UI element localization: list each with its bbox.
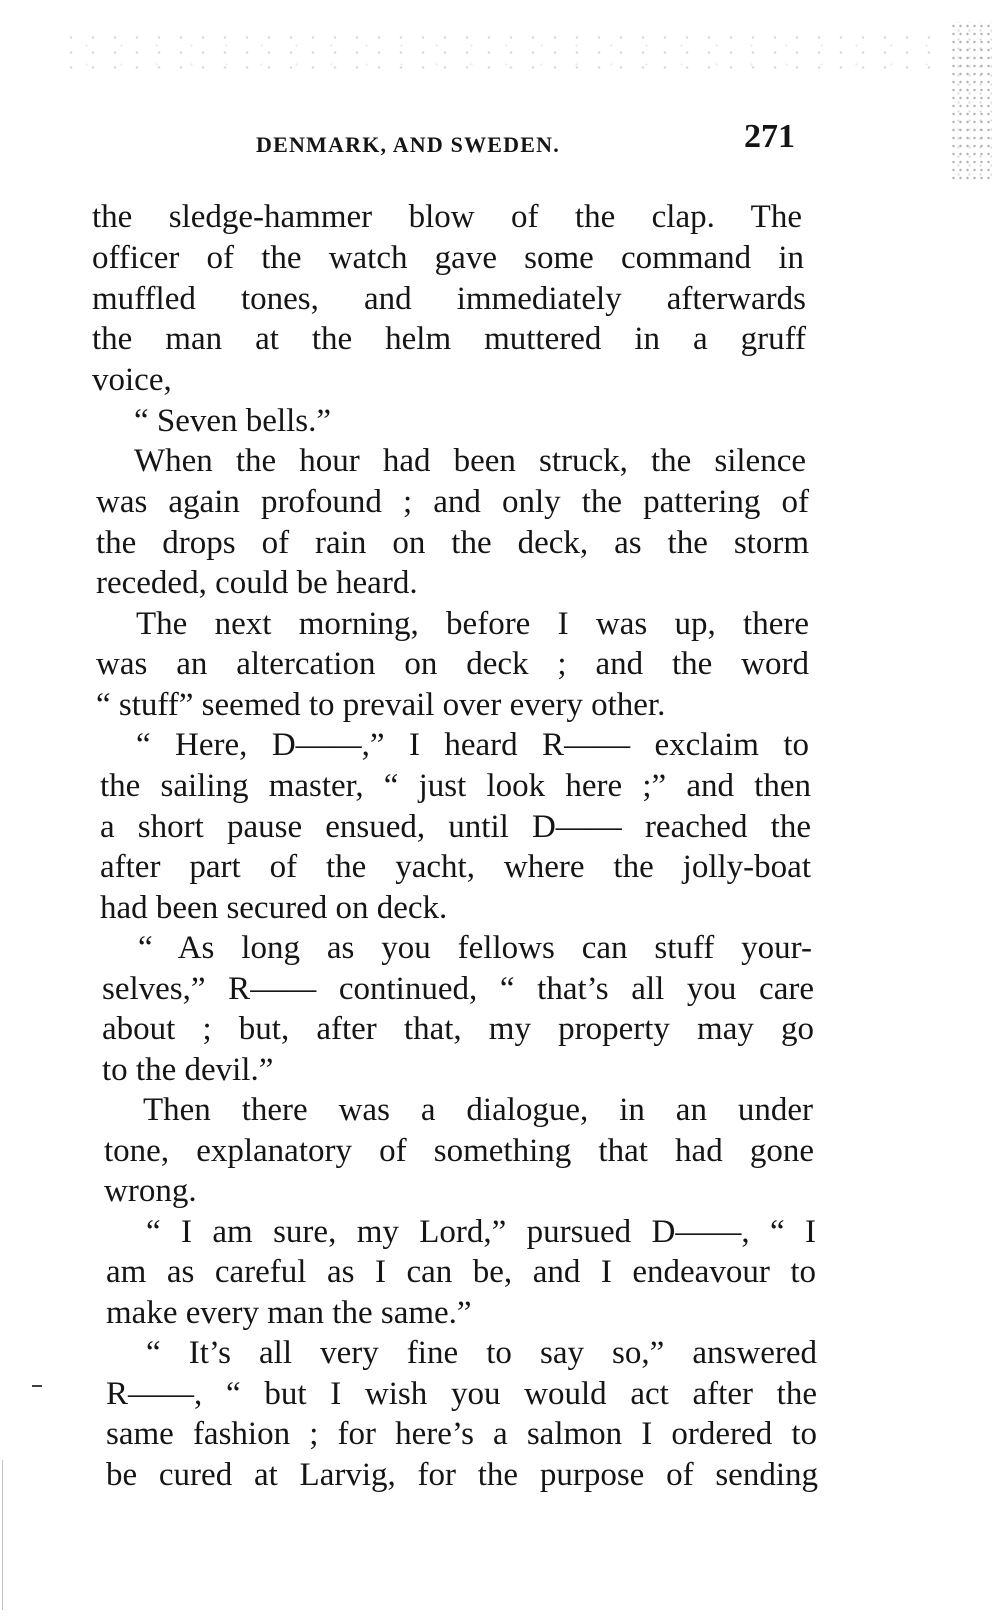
text-line: a short pause ensued, until D—— reached the <box>100 809 811 845</box>
text-line: muffled tones, and immediately afterwards <box>92 281 806 317</box>
text-line: the sailing master, “ just look here ;” and then <box>100 768 811 804</box>
text-line: was an altercation on deck ; and the word <box>96 646 809 682</box>
text-line: the sledge-hammer blow of the clap. The <box>92 199 802 235</box>
text-line: about ; but, after that, my property may go <box>102 1011 814 1047</box>
text-line: after part of the yacht, where the jolly-boat <box>100 849 811 885</box>
text-line: receded, could be heard. <box>96 565 418 601</box>
text-line: “ stuff” seemed to prevail over every other. <box>96 687 666 723</box>
text-line: officer of the watch gave some command in <box>92 240 804 276</box>
text-line: was again profound ; and only the pattering of <box>96 484 809 520</box>
text-line: R——, “ but I wish you would act after the <box>106 1376 817 1412</box>
text-line: make every man the same.” <box>106 1295 472 1331</box>
text-line: selves,” R—— continued, “ that’s all you care <box>102 971 814 1007</box>
text-line: “ Here, D——,” I heard R—— exclaim to <box>136 727 809 763</box>
text-line: wrong. <box>104 1173 197 1209</box>
text-line: The next morning, before I was up, there <box>136 606 809 642</box>
text-line: the man at the helm muttered in a gruff <box>92 321 806 357</box>
text-line: When the hour had been struck, the silence <box>134 443 806 479</box>
text-line: am as careful as I can be, and I endeavour to <box>106 1254 816 1290</box>
text-line: tone, explanatory of something that had gone <box>104 1133 814 1169</box>
text-line: “ I am sure, my Lord,” pursued D——, “ I <box>146 1214 816 1250</box>
text-line: the drops of rain on the deck, as the storm <box>96 525 809 561</box>
running-title: DENMARK, AND SWEDEN. <box>256 132 560 157</box>
page-number: 271 <box>744 118 795 155</box>
text-line: voice, <box>92 362 172 398</box>
text-line: “ Seven bells.” <box>134 403 332 439</box>
text-line: “ As long as you fellows can stuff your- <box>138 930 812 966</box>
text-line: be cured at Larvig, for the purpose of sending <box>106 1457 818 1493</box>
text-line: “ It’s all very fine to say so,” answered <box>146 1335 817 1371</box>
text-line: Then there was a dialogue, in an under <box>143 1092 813 1128</box>
text-line: to the devil.” <box>102 1052 274 1088</box>
text-line: same fashion ; for here’s a salmon I ordered to <box>106 1416 817 1452</box>
text-line: had been secured on deck. <box>100 890 448 926</box>
